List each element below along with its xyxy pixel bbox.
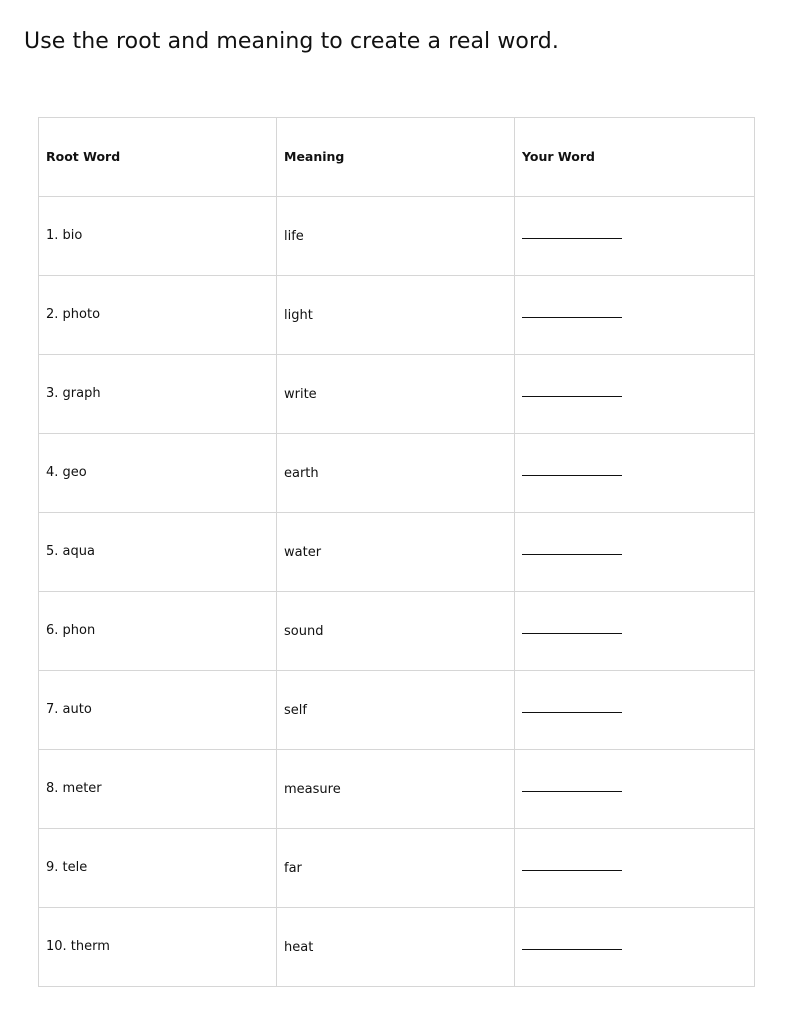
meaning-cell bbox=[277, 671, 515, 750]
root-word-cell: 4. geo bbox=[39, 434, 277, 513]
table-row bbox=[39, 829, 755, 908]
table-row bbox=[39, 671, 755, 750]
meaning-cell bbox=[277, 197, 515, 276]
answer-blank-line[interactable] bbox=[522, 633, 622, 634]
answer-blank-line[interactable] bbox=[522, 712, 622, 713]
table-header-row bbox=[39, 118, 755, 197]
your-word-cell[interactable] bbox=[515, 355, 755, 434]
table-row bbox=[39, 276, 755, 355]
answer-blank-line[interactable] bbox=[522, 475, 622, 476]
meaning-text: life bbox=[284, 229, 304, 244]
meaning-cell bbox=[277, 355, 515, 434]
answer-blank-line[interactable] bbox=[522, 949, 622, 950]
your-word-cell[interactable] bbox=[515, 197, 755, 276]
meaning-text: light bbox=[284, 308, 313, 323]
meaning-cell bbox=[277, 434, 515, 513]
meaning-cell bbox=[277, 276, 515, 355]
meaning-text: water bbox=[284, 545, 322, 560]
meaning-cell bbox=[277, 513, 515, 592]
table-row bbox=[39, 355, 755, 434]
root-word-cell: 2. photo bbox=[39, 276, 277, 355]
root-word-cell: 5. aqua bbox=[39, 513, 277, 592]
your-word-cell[interactable] bbox=[515, 908, 755, 987]
your-word-cell[interactable] bbox=[515, 829, 755, 908]
answer-blank-line[interactable] bbox=[522, 317, 622, 318]
answer-blank-line[interactable] bbox=[522, 554, 622, 555]
table-row bbox=[39, 592, 755, 671]
root-word-cell: 1. bio bbox=[39, 197, 277, 276]
root-word-cell: 3. graph bbox=[39, 355, 277, 434]
table-row bbox=[39, 197, 755, 276]
root-word-cell: 6. phon bbox=[39, 592, 277, 671]
meaning-text: measure bbox=[284, 782, 341, 797]
meaning-cell bbox=[277, 592, 515, 671]
meaning-text: earth bbox=[284, 466, 319, 481]
root-word-cell: 7. auto bbox=[39, 671, 277, 750]
root-word-cell: 10. therm bbox=[39, 908, 277, 987]
table-row bbox=[39, 513, 755, 592]
your-word-cell[interactable] bbox=[515, 592, 755, 671]
table-row bbox=[39, 750, 755, 829]
table-row bbox=[39, 434, 755, 513]
meaning-cell bbox=[277, 829, 515, 908]
your-word-cell[interactable] bbox=[515, 276, 755, 355]
meaning-text: self bbox=[284, 703, 307, 718]
answer-blank-line[interactable] bbox=[522, 791, 622, 792]
your-word-cell[interactable] bbox=[515, 750, 755, 829]
answer-blank-line[interactable] bbox=[522, 238, 622, 239]
meaning-cell bbox=[277, 750, 515, 829]
instruction-heading: Use the root and meaning to create a real word. bbox=[24, 29, 559, 54]
table-row bbox=[39, 908, 755, 987]
root-word-cell: 8. meter bbox=[39, 750, 277, 829]
answer-blank-line[interactable] bbox=[522, 396, 622, 397]
root-word-table bbox=[38, 117, 755, 987]
root-word-cell: 9. tele bbox=[39, 829, 277, 908]
meaning-text: write bbox=[284, 387, 317, 402]
your-word-cell[interactable] bbox=[515, 513, 755, 592]
your-word-cell[interactable] bbox=[515, 671, 755, 750]
header-your-word: Your Word bbox=[515, 118, 755, 197]
meaning-text: far bbox=[284, 861, 302, 876]
answer-blank-line[interactable] bbox=[522, 870, 622, 871]
meaning-text: sound bbox=[284, 624, 324, 639]
meaning-text: heat bbox=[284, 940, 314, 955]
meaning-cell bbox=[277, 908, 515, 987]
your-word-cell[interactable] bbox=[515, 434, 755, 513]
header-root-word: Root Word bbox=[39, 118, 277, 197]
header-meaning: Meaning bbox=[277, 118, 515, 197]
